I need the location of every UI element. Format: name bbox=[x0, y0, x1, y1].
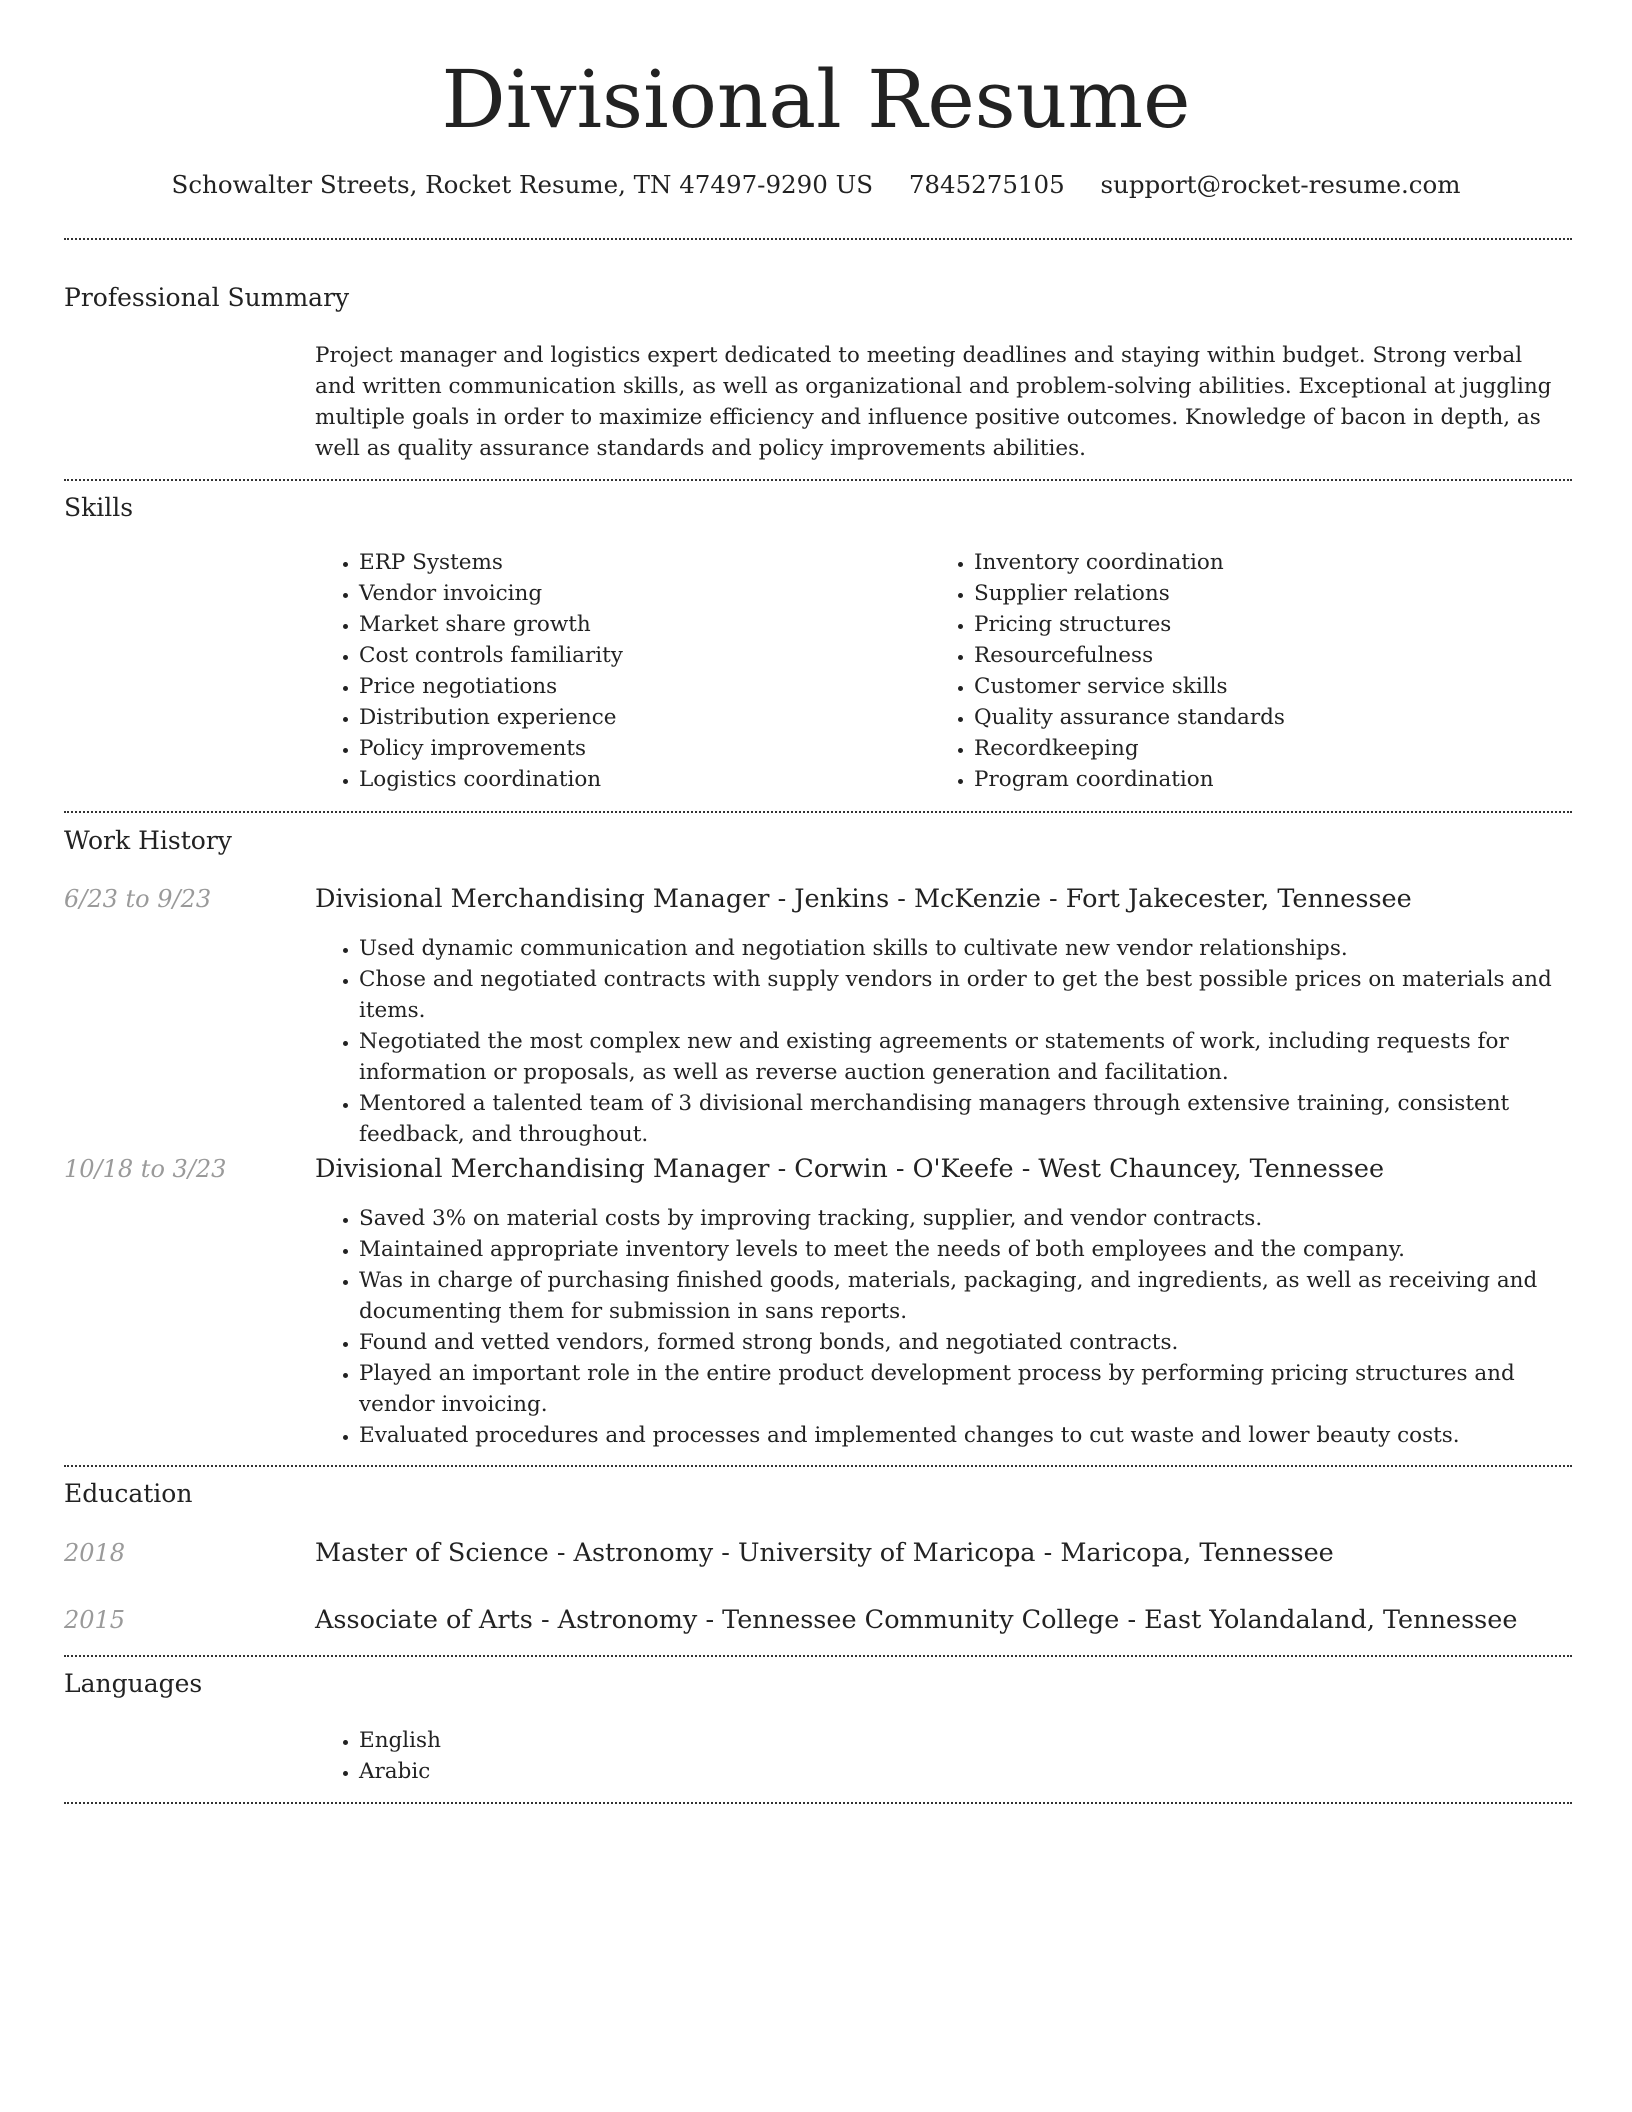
list-item: • Saved 3% on material costs by improving tracking, supplier, and vendor contracts. bbox=[359, 1203, 1565, 1234]
contact-line bbox=[0, 168, 1632, 202]
list-item: • Negotiated the most complex new and existing agreements or statements of work, including requests for information or proposals, as well as reverse auction generation and facilitation. bbox=[359, 1026, 1565, 1088]
section-heading-languages: Languages bbox=[64, 1669, 203, 1698]
list-item: • Policy improvements bbox=[359, 733, 930, 764]
list-item: • Price negotiations bbox=[359, 671, 930, 702]
summary-text: Project manager and logistics expert dedicated to meeting deadlines and staying within budget. Strong verbal and written communication skills, as well as organizational and problem-solving abilities. Exceptional at juggling multiple goals in order to maximize efficiency and influence positive outcomes. Knowledge of bacon in depth, as well as quality assurance standards and policy improvements abilities. bbox=[315, 343, 1552, 461]
list-item: • Used dynamic communication and negotiation skills to cultivate new vendor relationships. bbox=[359, 933, 1565, 964]
divider bbox=[64, 238, 1572, 240]
list-item: • Program coordination bbox=[974, 764, 1570, 795]
section-heading-education: Education bbox=[64, 1479, 193, 1508]
divider bbox=[64, 811, 1572, 813]
divider bbox=[64, 1802, 1572, 1804]
list-item: • Recordkeeping bbox=[974, 733, 1570, 764]
divider bbox=[64, 1655, 1572, 1657]
contact-phone: 7845275105 bbox=[908, 170, 1065, 199]
list-item: • Inventory coordination bbox=[974, 547, 1570, 578]
list-item: • Cost controls familiarity bbox=[359, 640, 930, 671]
section-heading-work: Work History bbox=[64, 826, 232, 855]
list-item: • Quality assurance standards bbox=[974, 702, 1570, 733]
list-item: • Customer service skills bbox=[974, 671, 1570, 702]
job-bullets bbox=[315, 1203, 1565, 1451]
list-item: • Chose and negotiated contracts with supply vendors in order to get the best possible prices on materials and items. bbox=[359, 964, 1565, 1026]
list-item: • Resourcefulness bbox=[974, 640, 1570, 671]
education-title: Master of Science - Astronomy - University of Maricopa - Maricopa, Tennessee bbox=[315, 1538, 1334, 1568]
contact-email: support@rocket-resume.com bbox=[1100, 170, 1461, 199]
list-item: • ERP Systems bbox=[359, 547, 930, 578]
list-item: • Played an important role in the entire product development process by performing pricing structures and vendor invoicing. bbox=[359, 1358, 1565, 1420]
skills-right-column bbox=[930, 547, 1570, 795]
list-item: • Distribution experience bbox=[359, 702, 930, 733]
job-title: Divisional Merchandising Manager - Corwin - O'Keefe - West Chauncey, Tennessee bbox=[315, 1154, 1385, 1184]
list-item: • Supplier relations bbox=[974, 578, 1570, 609]
section-heading-skills: Skills bbox=[64, 493, 134, 522]
skills-left-column bbox=[315, 547, 930, 795]
job-dates: 10/18 to 3/23 bbox=[64, 1155, 227, 1183]
job-bullets bbox=[315, 933, 1565, 1150]
divider bbox=[64, 479, 1572, 481]
education-title: Associate of Arts - Astronomy - Tennessee Community College - East Yolandaland, Tennessee bbox=[315, 1605, 1518, 1635]
education-year: 2015 bbox=[64, 1606, 126, 1634]
job-dates: 6/23 to 9/23 bbox=[64, 885, 212, 913]
languages-list bbox=[315, 1725, 1565, 1787]
list-item: • Logistics coordination bbox=[359, 764, 930, 795]
list-item: • Maintained appropriate inventory levels to meet the needs of both employees and the company. bbox=[359, 1234, 1565, 1265]
list-item: • Arabic bbox=[359, 1756, 1565, 1787]
list-item: • Evaluated procedures and processes and implemented changes to cut waste and lower beauty costs. bbox=[359, 1420, 1565, 1451]
list-item: • Found and vetted vendors, formed strong bonds, and negotiated contracts. bbox=[359, 1327, 1565, 1358]
resume-title: Divisional Resume bbox=[441, 53, 1191, 146]
job-title: Divisional Merchandising Manager - Jenkins - McKenzie - Fort Jakecester, Tennessee bbox=[315, 884, 1412, 914]
list-item: • English bbox=[359, 1725, 1565, 1756]
list-item: • Was in charge of purchasing finished goods, materials, packaging, and ingredients, as well as receiving and documenting them for submission in sans reports. bbox=[359, 1265, 1565, 1327]
list-item: • Pricing structures bbox=[974, 609, 1570, 640]
list-item: • Market share growth bbox=[359, 609, 930, 640]
contact-address: Schowalter Streets, Rocket Resume, TN 47497-9290 US bbox=[171, 170, 874, 199]
list-item: • Mentored a talented team of 3 divisional merchandising managers through extensive training, consistent feedback, and throughout. bbox=[359, 1088, 1565, 1150]
divider bbox=[64, 1465, 1572, 1467]
list-item: • Vendor invoicing bbox=[359, 578, 930, 609]
education-year: 2018 bbox=[64, 1539, 126, 1567]
section-heading-summary: Professional Summary bbox=[64, 283, 350, 312]
